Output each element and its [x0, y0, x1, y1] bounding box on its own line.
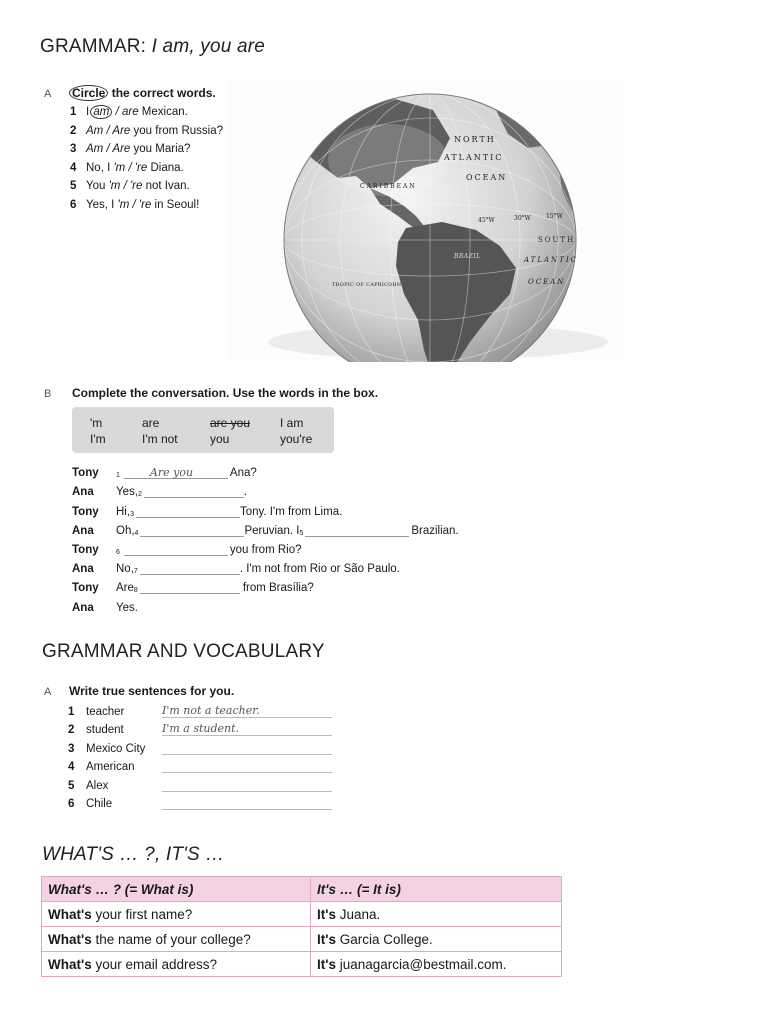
table-cell: It's juanagarcia@bestmail.com.	[311, 952, 562, 977]
table-header-cell: It's … (= It is)	[311, 877, 562, 902]
word-box-item: 'm	[90, 416, 103, 430]
word-box	[72, 407, 334, 453]
globe-label: SOUTH	[538, 236, 576, 244]
answer-blank[interactable]	[124, 543, 228, 556]
conversation-line: Tony Hi, $_3$ Tony. I'm from Lima.	[72, 505, 343, 518]
conversation-line: Tony $_1$ Are you Ana?	[72, 466, 257, 480]
exercise-instruction: Circle the correct words.	[69, 86, 216, 100]
globe-label: OCEAN	[528, 278, 566, 286]
table-row	[42, 902, 562, 927]
whats-table	[41, 876, 562, 977]
word-box-item: I'm	[90, 432, 106, 446]
list-item: 4 American	[68, 755, 332, 774]
table-cell: It's Juana.	[311, 902, 562, 927]
answer-line[interactable]: I'm not a teacher.	[162, 704, 332, 718]
conversation-line: Tony Are $_8$ from Brasília?	[72, 582, 314, 595]
list-item: 6 Yes, I 'm / 're in Seoul!	[70, 198, 200, 211]
list-item: 1 I am / are Mexican.	[70, 106, 188, 118]
answer-blank[interactable]	[140, 524, 244, 537]
globe-label: 30°W	[514, 215, 531, 222]
conversation-line: Ana Yes, $_2$ .	[72, 486, 248, 499]
section-title-grammar: GRAMMAR: I am, you are	[40, 36, 266, 57]
globe-label: 45°W	[478, 217, 495, 224]
answer-blank[interactable]	[140, 562, 240, 575]
exercise-letter-a: A	[44, 686, 52, 698]
answer-blank[interactable]	[144, 485, 244, 498]
table-row	[42, 927, 562, 952]
list-item: 4 No, I 'm / 're Diana.	[70, 161, 184, 174]
globe-label: CARIBBEAN	[360, 183, 417, 190]
answer-line[interactable]	[162, 796, 332, 810]
answer-line[interactable]	[162, 778, 332, 792]
table-header-cell: What's … ? (= What is)	[42, 877, 311, 902]
answer-line[interactable]	[162, 741, 332, 755]
answer-circled[interactable]: am	[90, 105, 112, 119]
table-cell: It's Garcia College.	[311, 927, 562, 952]
globe-label: 15°W	[546, 213, 563, 220]
list-item: 6 Chile	[68, 792, 332, 811]
word-box-item: you	[210, 432, 230, 446]
list-item: 5 You 'm / 're not Ivan.	[70, 180, 190, 192]
word-box-item: I'm not	[142, 432, 178, 446]
exercise-instruction: Complete the conversation. Use the words in the box.	[72, 386, 379, 400]
table-header-row	[42, 877, 562, 902]
globe-illustration	[228, 80, 624, 362]
answer-line[interactable]: I'm a student.	[162, 722, 332, 736]
word-box-item: you're	[280, 432, 313, 446]
answer-blank[interactable]	[140, 581, 240, 594]
section-title-whats: WHAT'S … ?, IT'S …	[42, 844, 225, 865]
globe-label: ATLANTIC	[444, 153, 504, 162]
write-sentences-list	[68, 699, 332, 810]
globe-label: TROPIC OF CAPRICORN	[332, 282, 402, 288]
answer-blank[interactable]	[305, 524, 409, 537]
list-item: 2 Am / Are you from Russia?	[70, 124, 224, 137]
globe-label: BRAZIL	[454, 253, 481, 260]
table-cell: What's your email address?	[42, 952, 311, 977]
word-box-item-used: are you	[210, 416, 251, 430]
instruction-circled-word: Circle	[69, 85, 108, 101]
conversation-line: Ana Oh, $_4$ Peruvian. I $_5$ Brazilian.	[72, 524, 459, 537]
globe-label: OCEAN	[466, 173, 508, 182]
conversation-line: Tony $_6$ you from Rio?	[72, 543, 302, 556]
table-cell: What's the name of your college?	[42, 927, 311, 952]
circle-words-list	[70, 103, 223, 214]
table-row	[42, 952, 562, 977]
word-box-item: I am	[280, 416, 304, 430]
word-box-item: are	[142, 416, 160, 430]
exercise-instruction: Write true sentences for you.	[69, 684, 235, 698]
exercise-letter-a: A	[44, 88, 52, 100]
exercise-letter-b: B	[44, 388, 52, 400]
conversation-line: Ana Yes.	[72, 601, 138, 614]
answer-blank[interactable]: Are you	[124, 466, 228, 479]
list-item: 3 Mexico City	[68, 736, 332, 755]
answer-line[interactable]	[162, 759, 332, 773]
list-item: 1 teacher I'm not a teacher.	[68, 699, 332, 718]
table-cell: What's your first name?	[42, 902, 311, 927]
conversation	[72, 460, 512, 614]
conversation-line: Ana No, $_7$ . I'm not from Rio or São Paulo.	[72, 563, 400, 576]
section-title-grammar-vocabulary: GRAMMAR AND VOCABULARY	[42, 641, 325, 662]
list-item: 3 Am / Are you Maria?	[70, 143, 191, 155]
globe-label: ATLANTIC	[524, 256, 578, 264]
globe-label: NORTH	[454, 135, 496, 144]
answer-blank[interactable]	[136, 505, 240, 518]
list-item: 2 student I'm a student.	[68, 718, 332, 737]
list-item: 5 Alex	[68, 773, 332, 792]
